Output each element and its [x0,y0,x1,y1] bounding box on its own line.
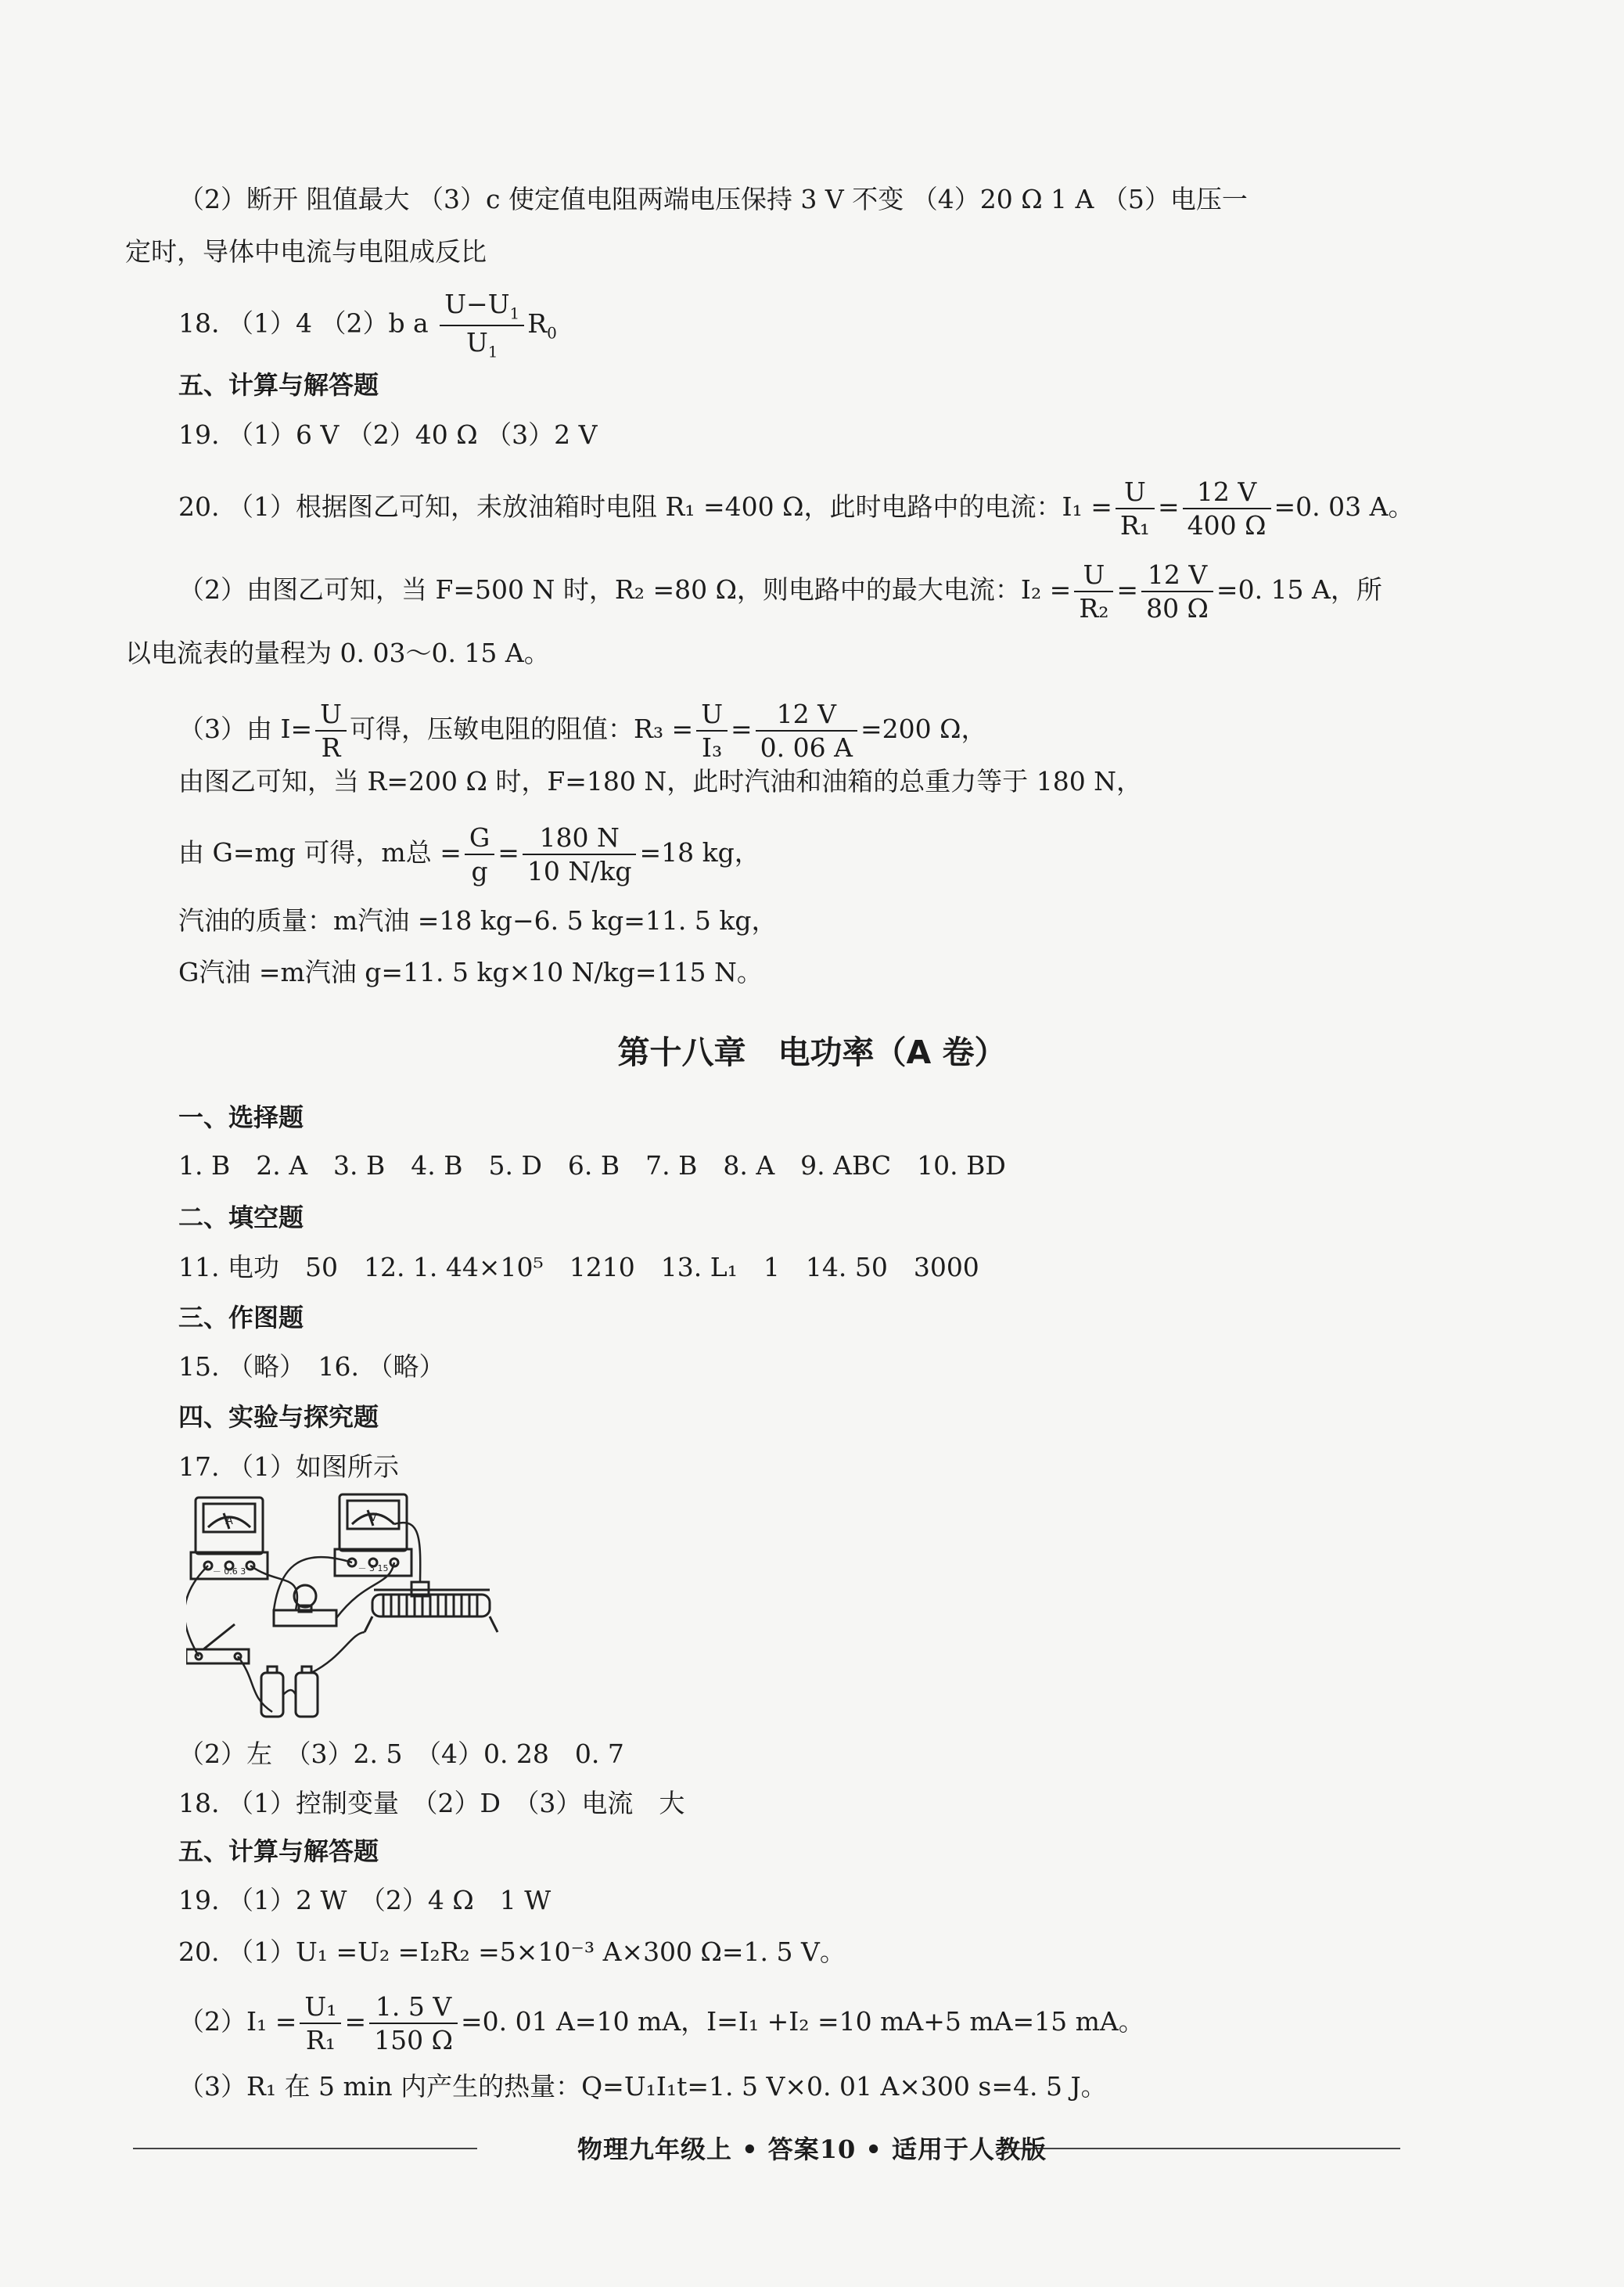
section-heading-calc-1: 五、计算与解答题 [178,370,379,400]
section-heading-drawing: 三、作图题 [178,1303,304,1332]
fraction-18-den: U [465,326,488,358]
answer-20-3-line3: 由 G=mg 可得，m总 = $\frac{G}{g}$ = $\frac{180 N}{10 N/kg}$ =18 kg， [178,822,760,886]
answers-11-14: 11. 电功 50 12. 1. 44×10⁵ 1210 13. L₁ 1 14. 50 3000 [178,1252,979,1282]
answer-18-text: 18. （1）4 （2）b a [178,307,429,339]
answer-19-b: 19. （1）2 W （2）4 Ω 1 W [178,1885,552,1915]
answer-18 [178,291,557,359]
fraction-20b-2b: $\frac{1. 5 V}{150 \Omega}$ [369,1994,458,2053]
answer-18-b: 18. （1）控制变量 （2）D （3）电流 大 [178,1788,685,1818]
answer-20-2: （2）由图乙可知，当 F=500 N 时，R₂ =80 Ω，则电路中的最大电流：I₂ = $\frac{U}{\text{R₂}}$ = $\frac{12 V}{80 \Omega}$ =0. 15 A，所 [178,559,1382,624]
answers-1-10: 1. B 2. A 3. B 4. B 5. D 6. B 7. B 8. A 9. ABC 10. BD [178,1150,1006,1181]
fraction-20b-2a: $\frac{\text{U₁}}{\text{R₁}}$ [300,1994,341,2053]
fraction-20-3a: $\frac{U}{R}$ [315,701,347,761]
answer-20-2-text: （2）由图乙可知，当 F=500 N 时，R₂ =80 Ω，则电路中的最大电流：I₂ = [178,574,1072,605]
answer-20-1: 20. （1）根据图乙可知，未放油箱时电阻 R₁ =400 Ω，此时电路中的电流：I₁ = $\frac{U}{\text{R₁}}$ = $\frac{12 V}{400 \Omega}$ =0. 03 A。 [178,476,1414,541]
fraction-18-num: U−U [444,289,510,319]
fraction-20-3d: $\frac{G}{g}$ [465,825,494,884]
fraction-20-1a: $\frac{U}{\text{R₁}}$ [1116,479,1155,538]
answer-line-17-cont: （2）断开 阻值最大 （3）c 使定值电阻两端电压保持 3 V 不变 （4）20 Ω 1 A （5）电压一 [178,184,1248,214]
chapter-title: 第十八章 电功率（A 卷） [617,1034,1007,1071]
fraction-20-3b: $\frac{U}{\text{I₃}}$ [696,701,728,761]
answer-20-3: （3）由 I= $\frac{U}{R}$ 可得，压敏电阻的阻值：R₃ = $\frac{U}{\text{I₃}}$ = $\frac{12 V}{0. 06 A}$ =200 Ω， [178,699,987,763]
answer-20-1-text: 20. （1）根据图乙可知，未放油箱时电阻 R₁ =400 Ω，此时电路中的电流：I₁ = [178,491,1112,522]
ammeter-terminals: － 0.6 3 [212,1566,246,1577]
section-heading-fill: 二、填空题 [178,1203,304,1232]
rheostat [365,1582,498,1632]
answer-20-3-line2: 由图乙可知，当 R=200 Ω 时，F=180 N，此时汽油和油箱的总重力等于 180 N， [178,766,1143,796]
answer-20-b-3: （3）R₁ 在 5 min 内产生的热量：Q=U₁I₁t=1. 5 V×0. 01 A×300 s=4. 5 J。 [178,2071,1107,2102]
lamp [274,1585,336,1626]
circuit-diagram [186,1493,523,1720]
ammeter-label: A [225,1515,233,1527]
answers-15-16: 15. （略） 16. （略） [178,1351,445,1382]
fraction-20-2b: $\frac{12 V}{80 \Omega}$ [1141,562,1213,621]
voltmeter-label: V [369,1512,377,1524]
answer-17-rest: （2）左 （3）2. 5 （4）0. 28 0. 7 [178,1739,624,1769]
fraction-20-3e: $\frac{180 N}{10 N/kg}$ [523,825,637,884]
answer-20-3-line5: G汽油 =m汽油 g=11. 5 kg×10 N/kg=115 N。 [178,957,763,987]
page-footer: 物理九年级上 • 答案10 • 适用于人教版 [577,2134,1047,2164]
answer-20-3-line4: 汽油的质量：m汽油 =18 kg−6. 5 kg=11. 5 kg， [178,905,778,936]
answer-20-b-2: （2）I₁ = $\frac{\text{U₁}}{\text{R₁}}$ = $\frac{1. 5 V}{150 \Omega}$ =0. 01 A=10 mA，I=I₁ +I₂ =10 mA+5 mA=15 mA。 [178,1991,1144,2055]
fraction-20-1b: $\frac{12 V}{400 \Omega}$ [1183,479,1271,538]
section-heading-choice: 一、选择题 [178,1102,304,1132]
section-heading-experiment: 四、实验与探究题 [178,1402,379,1432]
section-heading-calc-2: 五、计算与解答题 [178,1836,379,1866]
answer-17-1: 17. （1）如图所示 [178,1451,399,1482]
answer-20-b-1: 20. （1）U₁ =U₂ =I₂R₂ =5×10⁻³ A×300 Ω=1. 5 V。 [178,1936,846,1967]
fraction-20-2a: $\frac{U}{\text{R₂}}$ [1074,562,1113,621]
answer-20-2-cont: 以电流表的量程为 0. 03～0. 15 A。 [125,638,550,668]
answer-19: 19. （1）6 V （2）40 Ω （3）2 V [178,419,598,450]
answer-18-r0: $R_0$ [527,307,557,343]
fraction-18: $\frac{U-U_1}{U_1}$ [440,291,524,359]
voltmeter-terminals: － 3 15 [357,1563,389,1573]
answer-line-17-cont-2: 定时，导体中电流与电阻成反比 [125,236,487,267]
fraction-20-3c: $\frac{12 V}{0. 06 A}$ [756,701,857,761]
